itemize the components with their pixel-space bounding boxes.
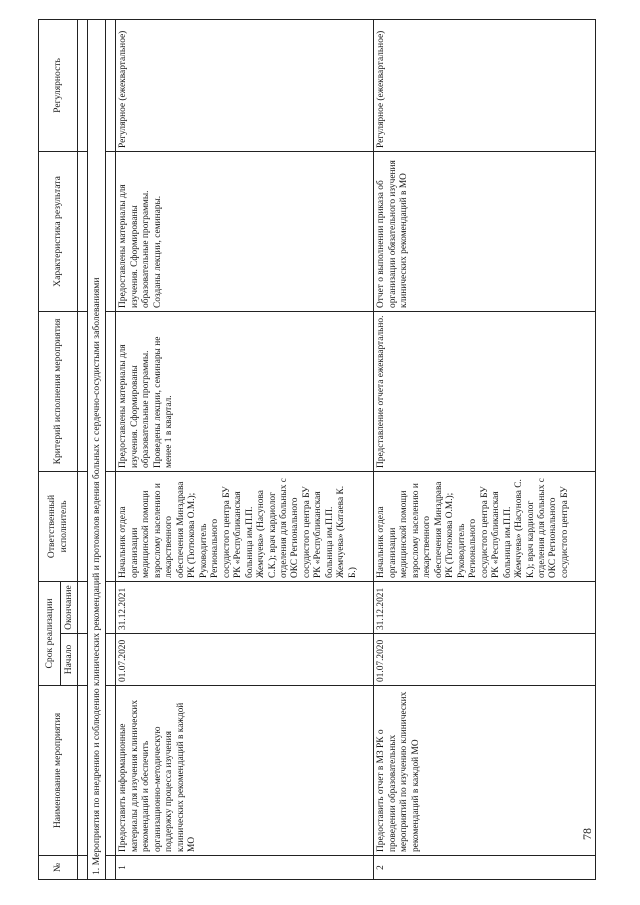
row-start: 01.07.2020 — [116, 634, 374, 686]
row-regularity: Регулярное (ежеквартальное) — [374, 19, 596, 151]
header-num: № — [39, 856, 78, 880]
header-period: Срок реализации — [39, 581, 61, 685]
row-responsible: Начальник отдела организации медицинской помощи взрослому населению и лекарственного обеспечения Минздрава РК (Тютюкова О.М.); Руководитель Регионального сосудистого центра БУ РК «Республиканская больница им.П.П. Жемчуева» (Насунова С.К.); врач кардиолог отделения для больных с ОКС Регионального сосудистого центра БУ РК «Республиканская больница им.П.П. Жемчуева» (Катаева К. Б.) — [116, 471, 374, 581]
row-criterion: Представление отчета ежеквартально. — [374, 311, 596, 471]
row-name: Предоставить отчет в МЗ РК о проведении образовательных мероприятий по изучению клинических рекомендаций в каждой МО — [374, 686, 596, 856]
row-name: Предоставить информационные материалы для изучения клинических рекомендаций и обеспечить организационно-методическую поддержку процесса изучения клинических рекомендаций в каждой МО — [116, 686, 374, 856]
header-name: Наименование мероприятия — [39, 686, 78, 856]
row-end: 31.12.2021 — [374, 581, 596, 633]
row-result: Предоставлены материалы для изучения. Сформированы образовательные программы. Созданы лекции, семинары. — [116, 151, 374, 311]
header-responsible: Ответственный исполнитель — [39, 471, 78, 581]
plan-table — [38, 19, 596, 880]
table-row — [116, 19, 374, 879]
rotated-page — [38, 20, 618, 880]
header-criterion: Критерий исполнения мероприятия — [39, 311, 78, 471]
row-num: 2 — [374, 856, 596, 880]
header-start: Начало — [61, 634, 78, 686]
header-result: Характеристика результата — [39, 151, 78, 311]
row-regularity: Регулярное (ежеквартальное) — [116, 19, 374, 151]
row-start: 01.07.2020 — [374, 634, 596, 686]
row-num: 1 — [116, 856, 374, 880]
header-end: Окончание — [61, 581, 78, 633]
row-criterion: Предоставлены материалы для изучения. Сформированы образовательные программы. Проведены лекции, семинары не менее 1 в квартал. — [116, 311, 374, 471]
section-title: 1. Мероприятия по внедрению и соблюдению клинических рекомендаций и протоколов ведения больных с сердечно-сосудистыми заболеваниями — [87, 19, 106, 879]
header-regularity: Регулярность — [39, 19, 78, 151]
table-row — [374, 19, 596, 879]
row-responsible: Начальник отдела организации медицинской помощи взрослому населению и лекарственного обеспечения Минздрава РК (Тютюкова О.М.); Руководитель Регионального сосудистого центра БУ РК «Республиканская больница им.П.П. Жемчуева» (Насунова С. К.); врач кардиолог отделения для больных с ОКС Регионального сосудистого центра БУ — [374, 471, 596, 581]
row-result: Отчет о выполнении приказа об организации обязательного изучения клинических рекомендаций в МО — [374, 151, 596, 311]
page-number: 78 — [580, 828, 594, 840]
row-end: 31.12.2021 — [116, 581, 374, 633]
